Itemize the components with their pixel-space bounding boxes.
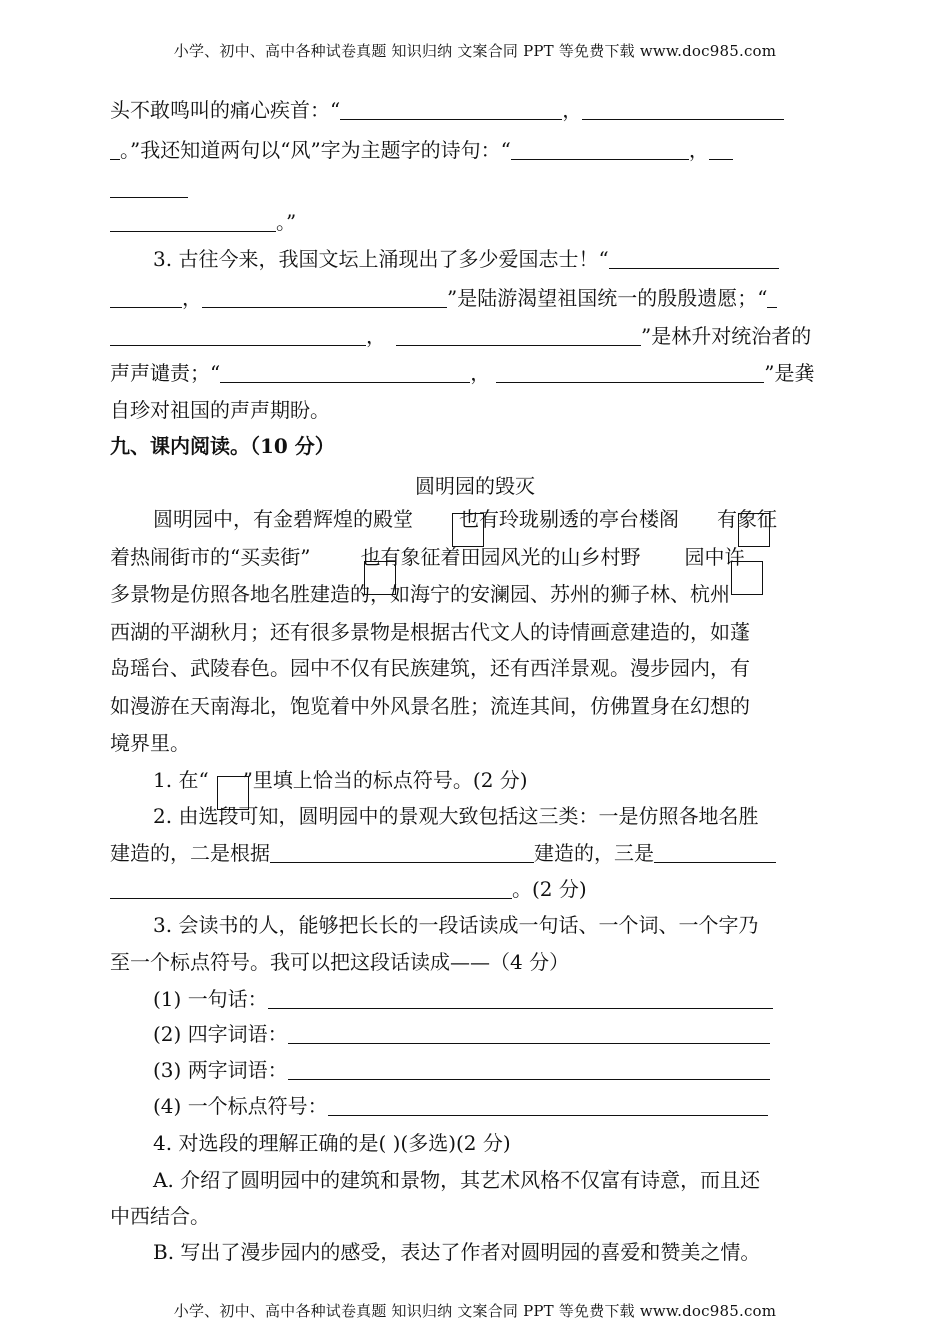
text: 。(2 分): [512, 877, 587, 901]
text: ，: [562, 98, 583, 122]
text: 头不敢鸣叫的痛心疾首：“: [110, 98, 341, 122]
answer-blank[interactable]: [110, 211, 276, 232]
text: (3) 两字词语：: [153, 1058, 288, 1082]
text: 也有玲珑剔透的亭台楼阁: [459, 507, 679, 531]
passage-title: 圆明园的毁灭: [415, 474, 535, 498]
answer-blank[interactable]: [511, 139, 689, 160]
q3-line-2b: 至一个标点符号。我可以把这段话读成——（4 分）: [110, 950, 570, 974]
answer-blank[interactable]: [202, 287, 447, 308]
text: (1) 一句话：: [153, 987, 268, 1011]
text: ”里填上恰当的标点符号。(2 分): [242, 768, 528, 792]
passage-line-6: 如漫游在天南海北，饱览着中外风景名胜；流连其间，仿佛置身在幻想的: [110, 694, 750, 718]
q3-line-1: [153, 247, 779, 271]
text: 圆明园中，有金碧辉煌的殿堂: [153, 507, 413, 531]
answer-blank[interactable]: [767, 287, 777, 308]
text: ，: [688, 138, 709, 162]
text: ”是林升对统治者的: [641, 324, 812, 348]
line-2: [110, 138, 733, 162]
q3-line-5: 自珍对祖国的声声期盼。: [110, 398, 330, 422]
passage-line-4: 西湖的平湖秋月；还有很多景物是根据古代文人的诗情画意建造的，如蓬: [110, 620, 750, 644]
text: 着热闹街市的“买卖街”: [110, 545, 311, 569]
answer-blank[interactable]: [110, 287, 182, 308]
text: 3. 古往今来，我国文坛上涌现出了多少爱国志士！“: [153, 247, 609, 271]
text: 。”: [276, 210, 297, 234]
q3-line-1b: 3. 会读书的人，能够把长长的一段话读成一句话、一个词、一个字乃: [153, 913, 759, 937]
text: (2) 四字词语：: [153, 1022, 288, 1046]
q4: 4. 对选段的理解正确的是( )(多选)(2 分): [153, 1131, 511, 1155]
passage-line-5: 岛瑶台、武陵春色。园中不仅有民族建筑，还有西洋景观。漫步园内，有: [110, 656, 750, 680]
q2-line-3: [110, 877, 587, 901]
punctuation-box-1[interactable]: [452, 513, 484, 547]
text: ，: [470, 361, 491, 385]
page-header: 小学、初中、高中各种试卷真题 知识归纳 文案合同 PPT 等免费下载 www.doc985.com: [173, 42, 777, 60]
answer-blank[interactable]: [654, 842, 776, 863]
text: ”是龚: [764, 361, 815, 385]
text: 建造的，三是: [534, 841, 654, 865]
text: 。”我还知道两句以“风”字为主题字的诗句：“: [120, 138, 511, 162]
answer-blank[interactable]: [709, 139, 733, 160]
answer-blank[interactable]: [268, 988, 773, 1009]
answer-blank[interactable]: [609, 248, 779, 269]
text: 也有象征着田园风光的山乡村野: [360, 545, 641, 569]
q2-line-1: 2. 由选段可知，圆明园中的景观大致包括这三类：一是仿照各地名胜: [153, 804, 759, 828]
passage-line-3: 多景物是仿照各地名胜建造的，如海宁的安澜园、苏州的狮子林、杭州: [110, 582, 730, 606]
q3-sub-3: [153, 1058, 770, 1082]
q3-sub-1: [153, 987, 773, 1011]
text: 有象征: [717, 507, 777, 531]
text: ，: [182, 286, 202, 310]
answer-blank[interactable]: [110, 325, 366, 346]
answer-blank[interactable]: [328, 1095, 768, 1116]
answer-blank[interactable]: [270, 842, 534, 863]
answer-blank[interactable]: [110, 139, 120, 160]
punctuation-box-2[interactable]: [738, 513, 770, 547]
punctuation-box-3[interactable]: [364, 561, 396, 595]
option-b[interactable]: B. 写出了漫步园内的感受，表达了作者对圆明园的喜爱和赞美之情。: [153, 1240, 761, 1264]
text: ”是陆游渴望祖国统一的殷殷遗愿；“: [447, 286, 768, 310]
answer-blank[interactable]: [340, 99, 562, 120]
q3-sub-2: [153, 1022, 770, 1046]
text: 建造的，二是根据: [110, 841, 270, 865]
answer-blank[interactable]: [110, 878, 512, 899]
answer-blank[interactable]: [582, 99, 784, 120]
section-heading: 九、课内阅读。（10 分）: [110, 434, 335, 458]
text: 1. 在“: [153, 768, 209, 792]
punctuation-box-4[interactable]: [731, 561, 763, 595]
q1: [153, 768, 528, 792]
passage-line-7: 境界里。: [110, 731, 190, 755]
q3-line-2: [110, 286, 777, 310]
answer-blank[interactable]: [220, 362, 470, 383]
option-a-line-1[interactable]: A. 介绍了圆明园中的建筑和景物，其艺术风格不仅富有诗意，而且还: [153, 1168, 761, 1192]
answer-blank[interactable]: [496, 362, 764, 383]
answer-blank[interactable]: [396, 325, 641, 346]
q3-sub-4: [153, 1094, 768, 1118]
passage-line-2: [110, 545, 744, 569]
text: (4) 一个标点符号：: [153, 1094, 328, 1118]
answer-blank[interactable]: [288, 1023, 770, 1044]
line-3: [110, 176, 188, 200]
q2-line-2: [110, 841, 776, 865]
option-a-line-2: 中西结合。: [110, 1204, 210, 1228]
line-1: [110, 98, 784, 122]
text: 园中许: [684, 545, 745, 569]
text: 声声谴责；“: [110, 361, 221, 385]
page-footer: 小学、初中、高中各种试卷真题 知识归纳 文案合同 PPT 等免费下载 www.doc985.com: [173, 1302, 777, 1320]
q3-line-3: [110, 324, 811, 348]
text: ，: [366, 324, 386, 348]
line-4: [110, 210, 296, 234]
q3-line-4: [110, 361, 814, 385]
answer-blank[interactable]: [110, 177, 188, 198]
answer-blank[interactable]: [288, 1059, 770, 1080]
